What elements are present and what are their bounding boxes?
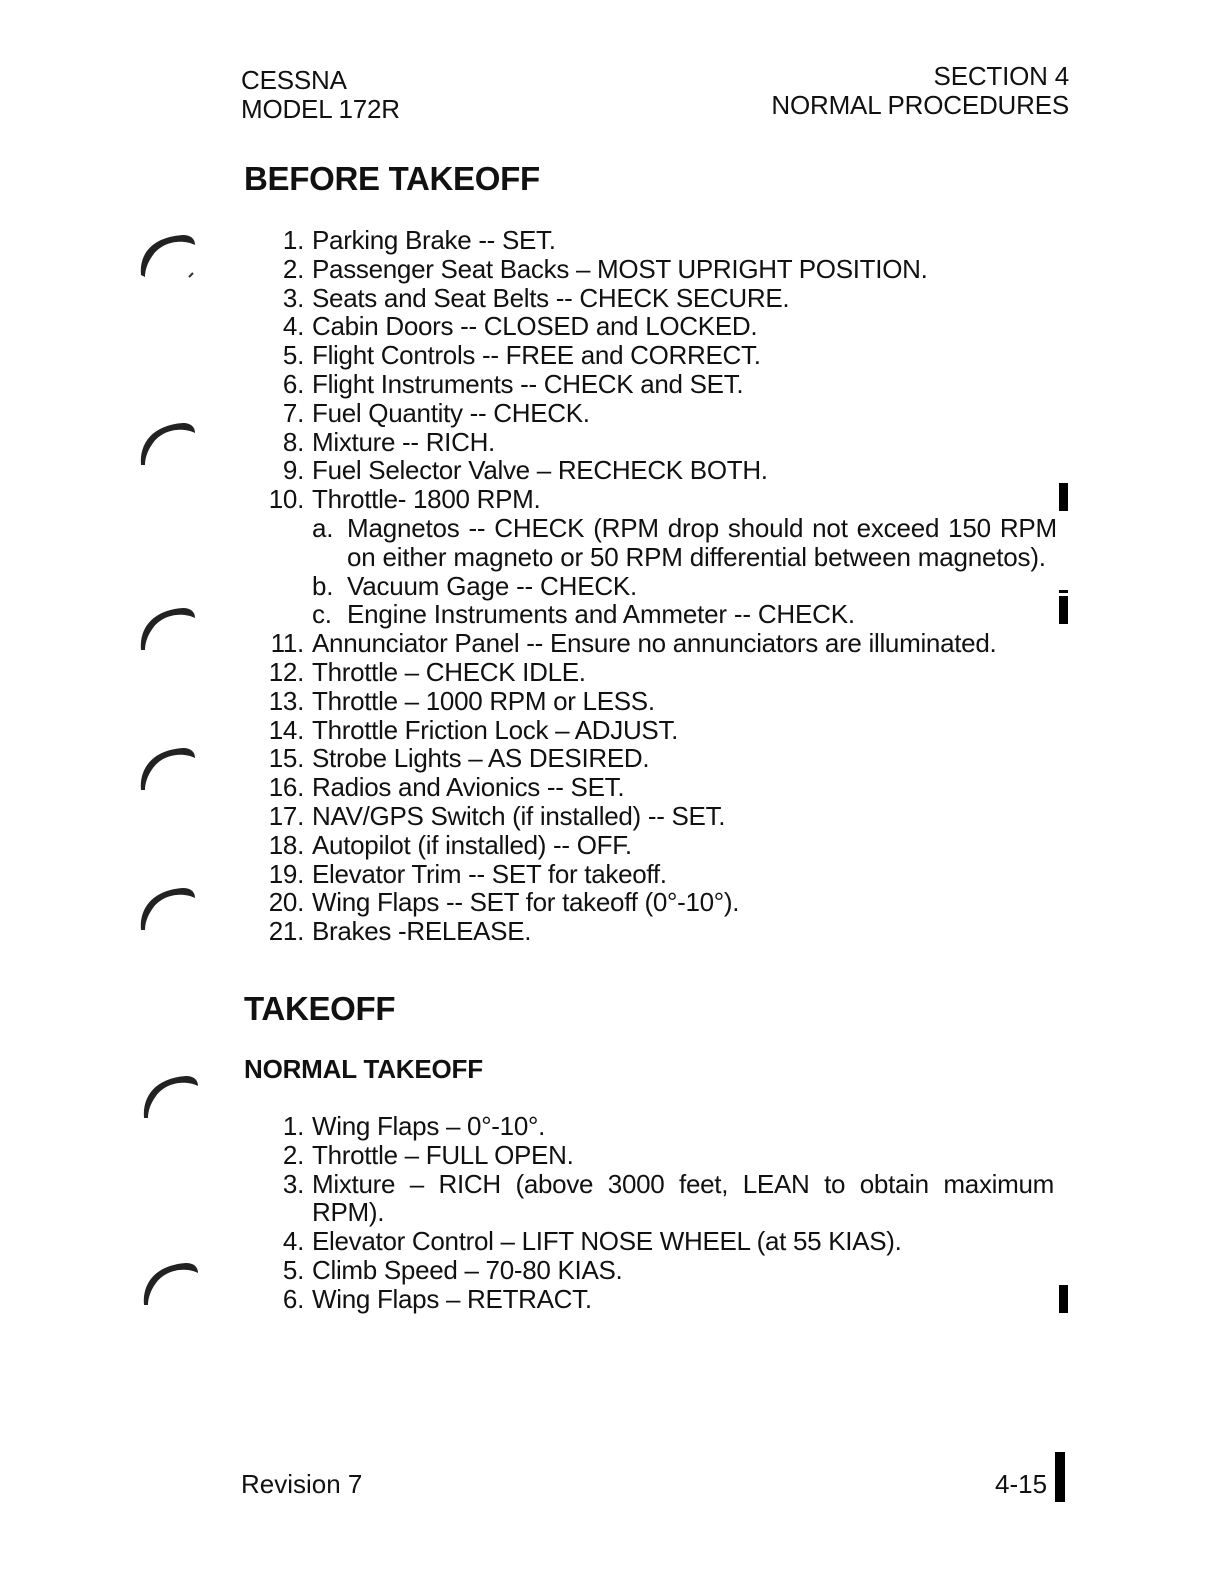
item-text: Fuel Quantity -- CHECK. bbox=[312, 397, 590, 428]
header-left bbox=[241, 66, 400, 124]
heading-before-takeoff: BEFORE TAKEOFF bbox=[244, 160, 540, 197]
item-number: 6. bbox=[282, 368, 304, 399]
list-item bbox=[262, 226, 1062, 255]
item-text: Throttle – CHECK IDLE. bbox=[312, 656, 586, 687]
item-text: Mixture -- RICH. bbox=[312, 426, 495, 457]
item-number: 1. bbox=[282, 225, 304, 255]
item-text: Elevator Trim -- SET for takeoff. bbox=[312, 858, 667, 889]
item-text: Climb Speed – 70-80 KIAS. bbox=[312, 1254, 623, 1285]
item-number: 5. bbox=[282, 340, 304, 371]
change-bar bbox=[1055, 1452, 1065, 1502]
normal-takeoff-list bbox=[262, 1112, 1062, 1314]
list-item bbox=[262, 716, 1062, 745]
sub-item-letter: c. bbox=[312, 599, 332, 630]
list-item bbox=[262, 1112, 1062, 1141]
list-item bbox=[262, 658, 1062, 687]
binding-mark-icon bbox=[135, 600, 205, 660]
item-number: 4. bbox=[282, 311, 304, 342]
item-text: Cabin Doors -- CLOSED and LOCKED. bbox=[312, 311, 758, 342]
heading-takeoff: TAKEOFF bbox=[244, 990, 396, 1027]
item-text: Annunciator Panel -- Ensure no annunciators are illuminated. bbox=[312, 628, 997, 659]
item-text: Throttle- 1800 RPM. bbox=[312, 484, 541, 515]
list-item bbox=[262, 399, 1062, 428]
list-item bbox=[262, 1141, 1062, 1170]
list-item bbox=[262, 802, 1062, 831]
item-number: 17. bbox=[268, 800, 304, 831]
change-bar bbox=[1059, 596, 1068, 624]
item-number: 16. bbox=[268, 772, 304, 803]
item-number: 9. bbox=[282, 455, 304, 486]
item-text: Wing Flaps -- SET for takeoff (0°-10°). bbox=[312, 887, 740, 918]
item-text: Strobe Lights – AS DESIRED. bbox=[312, 743, 650, 774]
list-item bbox=[262, 1285, 1062, 1314]
sub-item-text: Vacuum Gage -- CHECK. bbox=[347, 570, 638, 601]
list-item bbox=[262, 831, 1062, 860]
sub-list-item bbox=[262, 600, 1057, 629]
item-number: 15. bbox=[268, 743, 304, 774]
list-item bbox=[262, 629, 1062, 658]
item-number: 11. bbox=[270, 628, 304, 659]
item-text: Throttle – 1000 RPM or LESS. bbox=[312, 685, 655, 716]
item-number: 14. bbox=[268, 714, 304, 745]
item-text: Autopilot (if installed) -- OFF. bbox=[312, 829, 632, 860]
header-manufacturer: CESSNA bbox=[241, 65, 347, 95]
item-number: 12. bbox=[268, 656, 304, 687]
list-item bbox=[262, 341, 1062, 370]
list-item bbox=[262, 860, 1062, 889]
sub-item-text: Engine Instruments and Ammeter -- CHECK. bbox=[347, 599, 855, 630]
list-item bbox=[262, 428, 1062, 457]
item-text: Throttle Friction Lock – ADJUST. bbox=[312, 714, 679, 745]
item-number: 7. bbox=[282, 397, 304, 428]
list-item bbox=[262, 485, 1062, 514]
item-number: 21. bbox=[268, 916, 304, 947]
list-item bbox=[262, 1170, 1054, 1228]
item-text: Wing Flaps – RETRACT. bbox=[312, 1283, 592, 1314]
item-number: 13. bbox=[268, 685, 304, 716]
item-number: 18. bbox=[268, 829, 304, 860]
binding-mark-icon bbox=[135, 880, 205, 940]
header-section-title: NORMAL PROCEDURES bbox=[771, 90, 1069, 120]
item-text: Wing Flaps – 0°-10°. bbox=[312, 1111, 546, 1141]
sub-item-text: Magnetos -- CHECK (RPM drop should not exceed 150 RPM on either magneto or 50 RPM differential between magnetos). bbox=[347, 512, 1057, 572]
list-item bbox=[262, 744, 1062, 773]
header-section: SECTION 4 bbox=[933, 61, 1069, 91]
binding-mark-icon bbox=[135, 225, 205, 290]
item-text: Parking Brake -- SET. bbox=[312, 225, 556, 255]
item-number: 10. bbox=[268, 484, 304, 515]
list-item bbox=[262, 888, 1062, 917]
sub-item-letter: a. bbox=[312, 512, 334, 543]
change-bar bbox=[1059, 1285, 1068, 1313]
footer-revision: Revision 7 bbox=[241, 1469, 363, 1499]
sub-item-letter: b. bbox=[312, 570, 334, 601]
item-number: 1. bbox=[282, 1111, 304, 1141]
item-text: Seats and Seat Belts -- CHECK SECURE. bbox=[312, 282, 790, 313]
header-right bbox=[771, 62, 1069, 120]
list-item bbox=[262, 1256, 1062, 1285]
item-number: 8. bbox=[282, 426, 304, 457]
list-item bbox=[262, 917, 1062, 946]
sub-list-item bbox=[262, 514, 1057, 572]
item-text: Passenger Seat Backs – MOST UPRIGHT POSITION. bbox=[312, 253, 928, 284]
item-text: Elevator Control – LIFT NOSE WHEEL (at 55 KIAS). bbox=[312, 1226, 902, 1257]
item-text: Brakes -RELEASE. bbox=[312, 916, 532, 947]
list-item bbox=[262, 370, 1062, 399]
item-text: Flight Instruments -- CHECK and SET. bbox=[312, 368, 744, 399]
item-number: 5. bbox=[282, 1254, 304, 1285]
item-text: Flight Controls -- FREE and CORRECT. bbox=[312, 340, 761, 371]
change-bar bbox=[1059, 483, 1068, 511]
item-number: 20. bbox=[268, 887, 304, 918]
list-item bbox=[262, 312, 1062, 341]
heading-normal-takeoff: NORMAL TAKEOFF bbox=[244, 1054, 483, 1084]
item-number: 2. bbox=[282, 1139, 304, 1170]
item-number: 2. bbox=[282, 253, 304, 284]
page-number: 4-15 bbox=[995, 1469, 1048, 1499]
list-item bbox=[262, 456, 1062, 485]
sub-list-item bbox=[262, 572, 1057, 601]
item-text: Radios and Avionics -- SET. bbox=[312, 772, 625, 803]
binding-mark-icon bbox=[138, 1255, 208, 1315]
binding-mark-icon bbox=[135, 740, 205, 800]
binding-mark-icon bbox=[135, 415, 205, 475]
item-text: Fuel Selector Valve – RECHECK BOTH. bbox=[312, 455, 768, 486]
item-number: 19. bbox=[268, 858, 304, 889]
item-number: 3. bbox=[282, 282, 304, 313]
item-number: 4. bbox=[282, 1226, 304, 1257]
list-item bbox=[262, 773, 1062, 802]
list-item bbox=[262, 1227, 1062, 1256]
change-bar bbox=[1059, 590, 1068, 593]
before-takeoff-list bbox=[262, 226, 1062, 946]
binding-mark-icon bbox=[138, 1068, 208, 1128]
item-text: Throttle – FULL OPEN. bbox=[312, 1139, 574, 1170]
list-item bbox=[262, 284, 1062, 313]
item-text: Mixture – RICH (above 3000 feet, LEAN to obtain maximum RPM). bbox=[312, 1168, 1054, 1228]
header-model: MODEL 172R bbox=[241, 94, 400, 124]
list-item bbox=[262, 687, 1062, 716]
list-item bbox=[262, 255, 1062, 284]
item-number: 6. bbox=[282, 1283, 304, 1314]
item-number: 3. bbox=[282, 1168, 304, 1199]
item-text: NAV/GPS Switch (if installed) -- SET. bbox=[312, 800, 726, 831]
